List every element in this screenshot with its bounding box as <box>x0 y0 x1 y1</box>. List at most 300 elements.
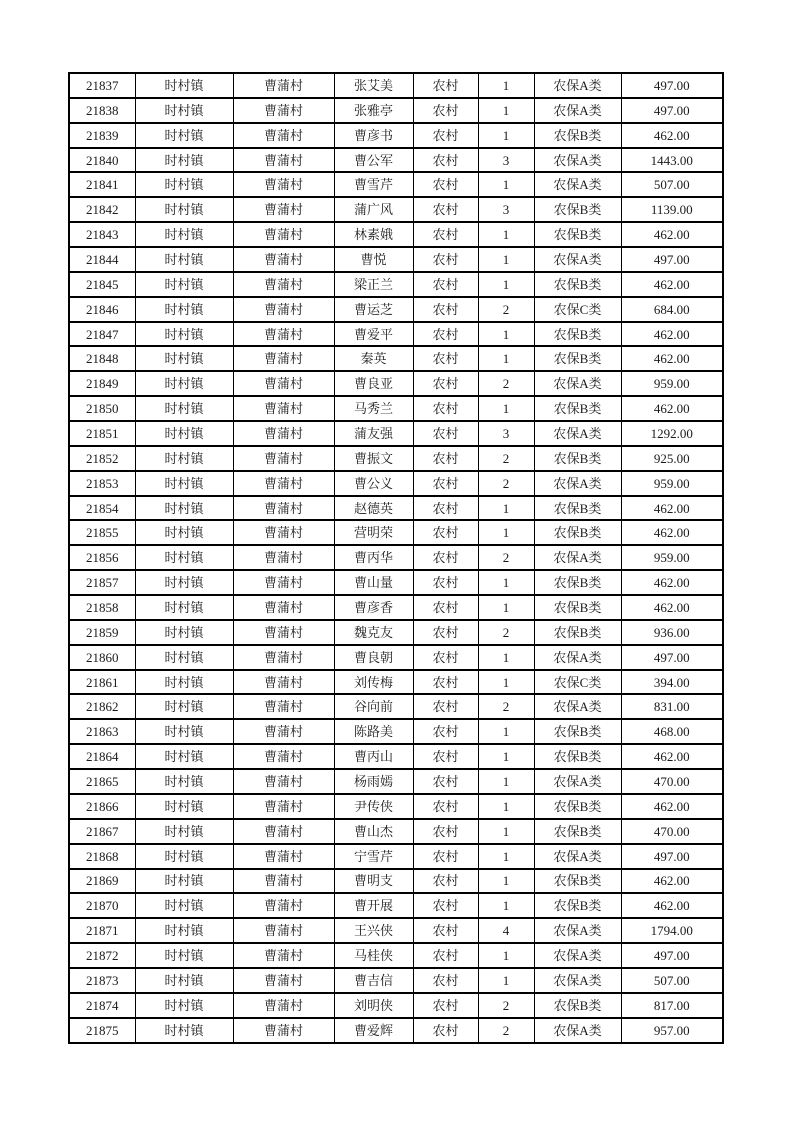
cell-residence-type: 农村 <box>413 744 478 769</box>
cell-person-name: 林素娥 <box>334 222 413 247</box>
cell-village: 曹蒲村 <box>233 595 334 620</box>
table-row <box>69 73 723 98</box>
cell-amount: 462.00 <box>621 794 723 819</box>
cell-residence-type: 农村 <box>413 794 478 819</box>
cell-person-name: 曹爱辉 <box>334 1018 413 1043</box>
table-row <box>69 918 723 943</box>
cell-residence-type: 农村 <box>413 893 478 918</box>
table-row <box>69 943 723 968</box>
cell-amount: 497.00 <box>621 943 723 968</box>
cell-record-id: 21840 <box>69 148 135 173</box>
cell-village: 曹蒲村 <box>233 421 334 446</box>
cell-village: 曹蒲村 <box>233 869 334 894</box>
cell-person-name: 曹山杰 <box>334 819 413 844</box>
table-row <box>69 844 723 869</box>
cell-amount: 462.00 <box>621 520 723 545</box>
cell-insurance-category: 农保B类 <box>534 620 621 645</box>
table-row <box>69 247 723 272</box>
cell-person-count: 2 <box>478 545 534 570</box>
cell-person-name: 曹良亚 <box>334 371 413 396</box>
cell-insurance-category: 农保A类 <box>534 943 621 968</box>
cell-village: 曹蒲村 <box>233 371 334 396</box>
cell-town: 时村镇 <box>135 396 233 421</box>
cell-person-name: 马桂侠 <box>334 943 413 968</box>
cell-person-name: 曹雪芹 <box>334 172 413 197</box>
cell-record-id: 21875 <box>69 1018 135 1043</box>
cell-town: 时村镇 <box>135 968 233 993</box>
cell-town: 时村镇 <box>135 893 233 918</box>
cell-person-count: 3 <box>478 421 534 446</box>
cell-record-id: 21868 <box>69 844 135 869</box>
cell-person-name: 曹彦书 <box>334 123 413 148</box>
cell-residence-type: 农村 <box>413 645 478 670</box>
cell-village: 曹蒲村 <box>233 197 334 222</box>
cell-person-name: 赵德英 <box>334 496 413 521</box>
cell-person-name: 曹吉信 <box>334 968 413 993</box>
cell-residence-type: 农村 <box>413 73 478 98</box>
cell-person-name: 曹运芝 <box>334 297 413 322</box>
cell-residence-type: 农村 <box>413 694 478 719</box>
cell-amount: 507.00 <box>621 172 723 197</box>
table-row <box>69 446 723 471</box>
cell-insurance-category: 农保A类 <box>534 247 621 272</box>
cell-village: 曹蒲村 <box>233 769 334 794</box>
cell-town: 时村镇 <box>135 844 233 869</box>
cell-person-name: 尹传侠 <box>334 794 413 819</box>
cell-residence-type: 农村 <box>413 968 478 993</box>
cell-village: 曹蒲村 <box>233 396 334 421</box>
cell-residence-type: 农村 <box>413 272 478 297</box>
cell-person-name: 宁雪芹 <box>334 844 413 869</box>
cell-town: 时村镇 <box>135 73 233 98</box>
cell-village: 曹蒲村 <box>233 570 334 595</box>
cell-record-id: 21841 <box>69 172 135 197</box>
cell-person-name: 梁正兰 <box>334 272 413 297</box>
cell-person-name: 曹山量 <box>334 570 413 595</box>
cell-village: 曹蒲村 <box>233 98 334 123</box>
cell-record-id: 21847 <box>69 322 135 347</box>
cell-residence-type: 农村 <box>413 496 478 521</box>
cell-record-id: 21843 <box>69 222 135 247</box>
cell-town: 时村镇 <box>135 869 233 894</box>
cell-person-count: 1 <box>478 247 534 272</box>
cell-record-id: 21858 <box>69 595 135 620</box>
cell-amount: 462.00 <box>621 123 723 148</box>
cell-amount: 462.00 <box>621 893 723 918</box>
cell-residence-type: 农村 <box>413 172 478 197</box>
cell-residence-type: 农村 <box>413 148 478 173</box>
cell-person-name: 魏克友 <box>334 620 413 645</box>
cell-insurance-category: 农保A类 <box>534 645 621 670</box>
cell-town: 时村镇 <box>135 645 233 670</box>
cell-village: 曹蒲村 <box>233 993 334 1018</box>
cell-person-count: 1 <box>478 322 534 347</box>
table-body <box>69 73 723 1043</box>
cell-residence-type: 农村 <box>413 222 478 247</box>
cell-person-name: 马秀兰 <box>334 396 413 421</box>
cell-residence-type: 农村 <box>413 918 478 943</box>
cell-record-id: 21846 <box>69 297 135 322</box>
cell-person-count: 1 <box>478 719 534 744</box>
cell-person-count: 3 <box>478 148 534 173</box>
cell-record-id: 21861 <box>69 670 135 695</box>
cell-insurance-category: 农保B类 <box>534 744 621 769</box>
cell-residence-type: 农村 <box>413 670 478 695</box>
cell-village: 曹蒲村 <box>233 73 334 98</box>
cell-amount: 497.00 <box>621 844 723 869</box>
cell-person-name: 杨雨嫣 <box>334 769 413 794</box>
cell-amount: 497.00 <box>621 73 723 98</box>
cell-person-name: 曹彦香 <box>334 595 413 620</box>
cell-residence-type: 农村 <box>413 421 478 446</box>
cell-insurance-category: 农保A类 <box>534 172 621 197</box>
cell-person-name: 陈路美 <box>334 719 413 744</box>
cell-record-id: 21849 <box>69 371 135 396</box>
table-row <box>69 421 723 446</box>
cell-person-count: 1 <box>478 744 534 769</box>
cell-record-id: 21851 <box>69 421 135 446</box>
cell-residence-type: 农村 <box>413 446 478 471</box>
cell-record-id: 21862 <box>69 694 135 719</box>
cell-amount: 462.00 <box>621 869 723 894</box>
cell-record-id: 21870 <box>69 893 135 918</box>
cell-residence-type: 农村 <box>413 396 478 421</box>
cell-town: 时村镇 <box>135 545 233 570</box>
table-row <box>69 620 723 645</box>
table-row <box>69 570 723 595</box>
cell-insurance-category: 农保A类 <box>534 471 621 496</box>
cell-village: 曹蒲村 <box>233 346 334 371</box>
cell-village: 曹蒲村 <box>233 446 334 471</box>
cell-person-count: 1 <box>478 272 534 297</box>
cell-person-name: 曹公军 <box>334 148 413 173</box>
cell-record-id: 21852 <box>69 446 135 471</box>
cell-record-id: 21844 <box>69 247 135 272</box>
cell-person-count: 1 <box>478 123 534 148</box>
cell-town: 时村镇 <box>135 322 233 347</box>
cell-village: 曹蒲村 <box>233 272 334 297</box>
table-row <box>69 719 723 744</box>
cell-insurance-category: 农保A类 <box>534 769 621 794</box>
cell-person-count: 1 <box>478 595 534 620</box>
cell-village: 曹蒲村 <box>233 943 334 968</box>
cell-amount: 394.00 <box>621 670 723 695</box>
table-row <box>69 520 723 545</box>
cell-person-count: 1 <box>478 645 534 670</box>
cell-town: 时村镇 <box>135 769 233 794</box>
cell-village: 曹蒲村 <box>233 545 334 570</box>
cell-village: 曹蒲村 <box>233 893 334 918</box>
cell-residence-type: 农村 <box>413 471 478 496</box>
cell-residence-type: 农村 <box>413 819 478 844</box>
cell-residence-type: 农村 <box>413 197 478 222</box>
table-row <box>69 645 723 670</box>
cell-amount: 462.00 <box>621 222 723 247</box>
cell-residence-type: 农村 <box>413 620 478 645</box>
cell-village: 曹蒲村 <box>233 744 334 769</box>
table-row <box>69 1018 723 1043</box>
cell-amount: 462.00 <box>621 570 723 595</box>
cell-record-id: 21839 <box>69 123 135 148</box>
cell-insurance-category: 农保B类 <box>534 446 621 471</box>
cell-record-id: 21864 <box>69 744 135 769</box>
cell-person-count: 2 <box>478 1018 534 1043</box>
cell-amount: 1443.00 <box>621 148 723 173</box>
cell-village: 曹蒲村 <box>233 918 334 943</box>
cell-person-count: 1 <box>478 520 534 545</box>
cell-town: 时村镇 <box>135 471 233 496</box>
cell-person-name: 曹明支 <box>334 869 413 894</box>
table-row <box>69 496 723 521</box>
cell-record-id: 21854 <box>69 496 135 521</box>
cell-record-id: 21873 <box>69 968 135 993</box>
cell-insurance-category: 农保B类 <box>534 396 621 421</box>
cell-insurance-category: 农保B类 <box>534 197 621 222</box>
cell-record-id: 21859 <box>69 620 135 645</box>
cell-village: 曹蒲村 <box>233 968 334 993</box>
pension-payment-table <box>68 72 724 1044</box>
cell-insurance-category: 农保B类 <box>534 893 621 918</box>
cell-person-count: 1 <box>478 819 534 844</box>
cell-amount: 507.00 <box>621 968 723 993</box>
cell-town: 时村镇 <box>135 794 233 819</box>
cell-town: 时村镇 <box>135 123 233 148</box>
cell-amount: 497.00 <box>621 98 723 123</box>
cell-person-count: 1 <box>478 670 534 695</box>
cell-insurance-category: 农保B类 <box>534 322 621 347</box>
cell-town: 时村镇 <box>135 819 233 844</box>
cell-amount: 1139.00 <box>621 197 723 222</box>
cell-record-id: 21850 <box>69 396 135 421</box>
cell-town: 时村镇 <box>135 272 233 297</box>
table-row <box>69 471 723 496</box>
cell-amount: 470.00 <box>621 819 723 844</box>
cell-person-count: 1 <box>478 769 534 794</box>
cell-residence-type: 农村 <box>413 247 478 272</box>
cell-town: 时村镇 <box>135 172 233 197</box>
cell-amount: 462.00 <box>621 322 723 347</box>
cell-village: 曹蒲村 <box>233 819 334 844</box>
cell-village: 曹蒲村 <box>233 322 334 347</box>
cell-town: 时村镇 <box>135 496 233 521</box>
table-row <box>69 272 723 297</box>
cell-town: 时村镇 <box>135 943 233 968</box>
cell-record-id: 21837 <box>69 73 135 98</box>
cell-residence-type: 农村 <box>413 371 478 396</box>
cell-person-name: 曹悦 <box>334 247 413 272</box>
cell-record-id: 21860 <box>69 645 135 670</box>
cell-person-count: 1 <box>478 893 534 918</box>
cell-village: 曹蒲村 <box>233 471 334 496</box>
cell-town: 时村镇 <box>135 620 233 645</box>
cell-residence-type: 农村 <box>413 123 478 148</box>
cell-person-name: 刘明侠 <box>334 993 413 1018</box>
cell-person-name: 营明荣 <box>334 520 413 545</box>
cell-insurance-category: 农保A类 <box>534 918 621 943</box>
table-row <box>69 297 723 322</box>
cell-record-id: 21871 <box>69 918 135 943</box>
cell-residence-type: 农村 <box>413 98 478 123</box>
cell-insurance-category: 农保B类 <box>534 993 621 1018</box>
cell-amount: 959.00 <box>621 371 723 396</box>
cell-amount: 936.00 <box>621 620 723 645</box>
cell-insurance-category: 农保B类 <box>534 595 621 620</box>
cell-person-count: 4 <box>478 918 534 943</box>
cell-person-name: 蒲友强 <box>334 421 413 446</box>
cell-insurance-category: 农保B类 <box>534 222 621 247</box>
cell-amount: 470.00 <box>621 769 723 794</box>
cell-insurance-category: 农保A类 <box>534 148 621 173</box>
table-row <box>69 769 723 794</box>
cell-insurance-category: 农保B类 <box>534 123 621 148</box>
cell-record-id: 21874 <box>69 993 135 1018</box>
cell-town: 时村镇 <box>135 197 233 222</box>
table-row <box>69 545 723 570</box>
cell-amount: 817.00 <box>621 993 723 1018</box>
cell-village: 曹蒲村 <box>233 148 334 173</box>
cell-town: 时村镇 <box>135 1018 233 1043</box>
cell-person-count: 2 <box>478 297 534 322</box>
cell-person-count: 1 <box>478 346 534 371</box>
cell-person-count: 1 <box>478 794 534 819</box>
cell-town: 时村镇 <box>135 670 233 695</box>
cell-person-count: 2 <box>478 620 534 645</box>
cell-person-count: 1 <box>478 968 534 993</box>
cell-insurance-category: 农保A类 <box>534 545 621 570</box>
cell-town: 时村镇 <box>135 918 233 943</box>
cell-town: 时村镇 <box>135 694 233 719</box>
cell-amount: 497.00 <box>621 645 723 670</box>
cell-amount: 1794.00 <box>621 918 723 943</box>
cell-record-id: 21853 <box>69 471 135 496</box>
cell-amount: 959.00 <box>621 471 723 496</box>
cell-amount: 684.00 <box>621 297 723 322</box>
cell-village: 曹蒲村 <box>233 172 334 197</box>
cell-person-name: 曹振文 <box>334 446 413 471</box>
cell-residence-type: 农村 <box>413 844 478 869</box>
cell-residence-type: 农村 <box>413 719 478 744</box>
cell-person-name: 王兴侠 <box>334 918 413 943</box>
cell-insurance-category: 农保A类 <box>534 421 621 446</box>
cell-insurance-category: 农保B类 <box>534 346 621 371</box>
cell-insurance-category: 农保B类 <box>534 570 621 595</box>
cell-insurance-category: 农保B类 <box>534 869 621 894</box>
cell-person-count: 2 <box>478 694 534 719</box>
cell-insurance-category: 农保A类 <box>534 371 621 396</box>
cell-town: 时村镇 <box>135 98 233 123</box>
cell-record-id: 21872 <box>69 943 135 968</box>
cell-record-id: 21867 <box>69 819 135 844</box>
table-row <box>69 893 723 918</box>
cell-amount: 462.00 <box>621 396 723 421</box>
cell-town: 时村镇 <box>135 744 233 769</box>
cell-record-id: 21869 <box>69 869 135 894</box>
table-row <box>69 322 723 347</box>
cell-town: 时村镇 <box>135 570 233 595</box>
cell-residence-type: 农村 <box>413 570 478 595</box>
cell-residence-type: 农村 <box>413 545 478 570</box>
cell-record-id: 21857 <box>69 570 135 595</box>
table-row <box>69 172 723 197</box>
cell-village: 曹蒲村 <box>233 123 334 148</box>
cell-person-count: 1 <box>478 98 534 123</box>
cell-town: 时村镇 <box>135 595 233 620</box>
cell-person-name: 曹良朝 <box>334 645 413 670</box>
cell-village: 曹蒲村 <box>233 247 334 272</box>
cell-amount: 462.00 <box>621 496 723 521</box>
table-row <box>69 396 723 421</box>
cell-insurance-category: 农保A类 <box>534 968 621 993</box>
cell-person-name: 张艾美 <box>334 73 413 98</box>
cell-amount: 959.00 <box>621 545 723 570</box>
cell-residence-type: 农村 <box>413 322 478 347</box>
cell-residence-type: 农村 <box>413 769 478 794</box>
cell-insurance-category: 农保A类 <box>534 73 621 98</box>
cell-record-id: 21863 <box>69 719 135 744</box>
cell-village: 曹蒲村 <box>233 496 334 521</box>
cell-residence-type: 农村 <box>413 993 478 1018</box>
cell-record-id: 21856 <box>69 545 135 570</box>
cell-record-id: 21848 <box>69 346 135 371</box>
cell-person-count: 1 <box>478 172 534 197</box>
cell-insurance-category: 农保B类 <box>534 794 621 819</box>
cell-village: 曹蒲村 <box>233 794 334 819</box>
cell-person-count: 1 <box>478 943 534 968</box>
cell-town: 时村镇 <box>135 993 233 1018</box>
cell-village: 曹蒲村 <box>233 520 334 545</box>
cell-person-count: 2 <box>478 371 534 396</box>
cell-insurance-category: 农保A类 <box>534 98 621 123</box>
cell-insurance-category: 农保A类 <box>534 844 621 869</box>
cell-village: 曹蒲村 <box>233 670 334 695</box>
cell-amount: 462.00 <box>621 346 723 371</box>
cell-person-count: 1 <box>478 570 534 595</box>
cell-amount: 831.00 <box>621 694 723 719</box>
cell-person-name: 蒲广风 <box>334 197 413 222</box>
cell-town: 时村镇 <box>135 297 233 322</box>
cell-person-count: 2 <box>478 471 534 496</box>
cell-record-id: 21838 <box>69 98 135 123</box>
table-row <box>69 819 723 844</box>
cell-insurance-category: 农保B类 <box>534 819 621 844</box>
cell-person-count: 1 <box>478 396 534 421</box>
cell-residence-type: 农村 <box>413 520 478 545</box>
cell-insurance-category: 农保C类 <box>534 670 621 695</box>
table-row <box>69 222 723 247</box>
table-row <box>69 869 723 894</box>
cell-residence-type: 农村 <box>413 869 478 894</box>
cell-record-id: 21866 <box>69 794 135 819</box>
cell-amount: 957.00 <box>621 1018 723 1043</box>
table-row <box>69 744 723 769</box>
cell-amount: 462.00 <box>621 744 723 769</box>
cell-person-count: 2 <box>478 993 534 1018</box>
cell-village: 曹蒲村 <box>233 645 334 670</box>
cell-town: 时村镇 <box>135 148 233 173</box>
table-row <box>69 148 723 173</box>
table-row <box>69 197 723 222</box>
cell-village: 曹蒲村 <box>233 694 334 719</box>
cell-village: 曹蒲村 <box>233 1018 334 1043</box>
cell-person-count: 2 <box>478 446 534 471</box>
table-row <box>69 98 723 123</box>
cell-amount: 925.00 <box>621 446 723 471</box>
cell-insurance-category: 农保A类 <box>534 1018 621 1043</box>
cell-village: 曹蒲村 <box>233 719 334 744</box>
cell-residence-type: 农村 <box>413 297 478 322</box>
cell-record-id: 21845 <box>69 272 135 297</box>
table-row <box>69 123 723 148</box>
